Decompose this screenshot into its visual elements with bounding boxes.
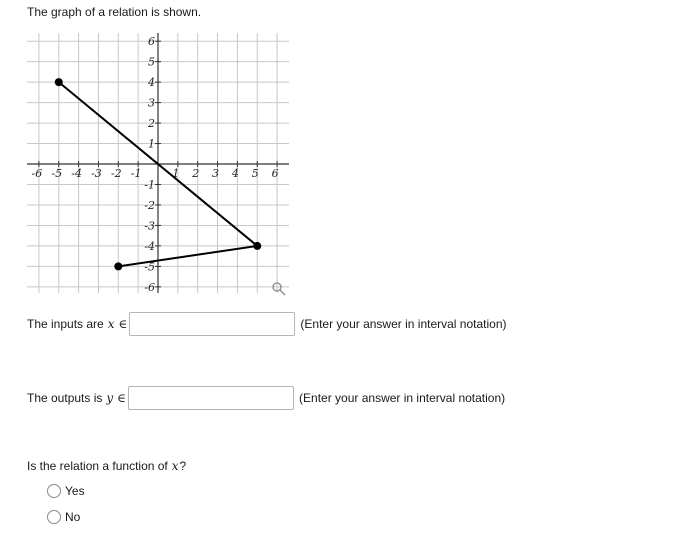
- function-question-label: Is the relation a function of: [27, 459, 168, 473]
- x-tick-label: -6: [31, 167, 43, 181]
- inputs-note: (Enter your answer in interval notation): [300, 317, 507, 331]
- y-tick-label: 6: [148, 35, 155, 49]
- endpoint-dot: [114, 262, 122, 270]
- y-tick-label: 4: [148, 76, 155, 90]
- y-tick-label: -1: [144, 178, 155, 192]
- option-no-label[interactable]: No: [65, 510, 81, 524]
- y-tick-label: -3: [144, 219, 155, 233]
- x-tick-label: -2: [110, 167, 122, 181]
- outputs-note: (Enter your answer in interval notation): [299, 391, 506, 405]
- outputs-answer-field[interactable]: [128, 386, 294, 410]
- y-tick-label: 5: [148, 55, 155, 69]
- y-tick-label: -2: [144, 198, 155, 212]
- function-question: [27, 459, 186, 473]
- outputs-label: The outputs is: [27, 391, 103, 405]
- y-tick-label: 2: [148, 117, 155, 131]
- radio-no[interactable]: [47, 510, 61, 524]
- function-variable: x: [171, 459, 179, 473]
- option-yes[interactable]: [47, 484, 85, 498]
- outputs-row: [27, 386, 505, 410]
- x-tick-label: 4: [231, 167, 239, 181]
- endpoint-dot: [253, 242, 261, 250]
- x-tick-label: -5: [51, 167, 63, 181]
- x-tick-label: 2: [192, 167, 200, 181]
- inputs-variable: x: [107, 317, 115, 331]
- inputs-answer-field[interactable]: [129, 312, 295, 336]
- magnifier-icon[interactable]: [271, 281, 287, 297]
- y-tick-label: 1: [148, 137, 155, 151]
- element-of-symbol: ∈: [118, 317, 128, 331]
- x-tick-label: -3: [91, 167, 102, 181]
- y-tick-label: 3: [148, 96, 155, 110]
- endpoint-dot: [55, 78, 63, 86]
- x-tick-label: 6: [271, 167, 279, 181]
- x-tick-label: 5: [251, 167, 259, 181]
- radio-yes[interactable]: [47, 484, 61, 498]
- inputs-label: The inputs are: [27, 317, 104, 331]
- prompt-text: The graph of a relation is shown.: [27, 5, 202, 19]
- inputs-row: [27, 312, 507, 336]
- x-tick-label: -4: [71, 167, 82, 181]
- outputs-variable: y: [106, 391, 114, 405]
- option-yes-label[interactable]: Yes: [65, 484, 85, 498]
- y-tick-label: -6: [144, 280, 155, 294]
- y-tick-label: -4: [144, 239, 155, 253]
- x-tick-label: 1: [172, 167, 180, 181]
- question-mark: ?: [179, 459, 187, 473]
- x-tick-label: 3: [212, 167, 220, 181]
- y-tick-label: -5: [144, 260, 155, 274]
- option-no[interactable]: [47, 510, 80, 524]
- x-tick-label: -1: [130, 167, 142, 181]
- element-of-symbol: ∈: [117, 391, 127, 405]
